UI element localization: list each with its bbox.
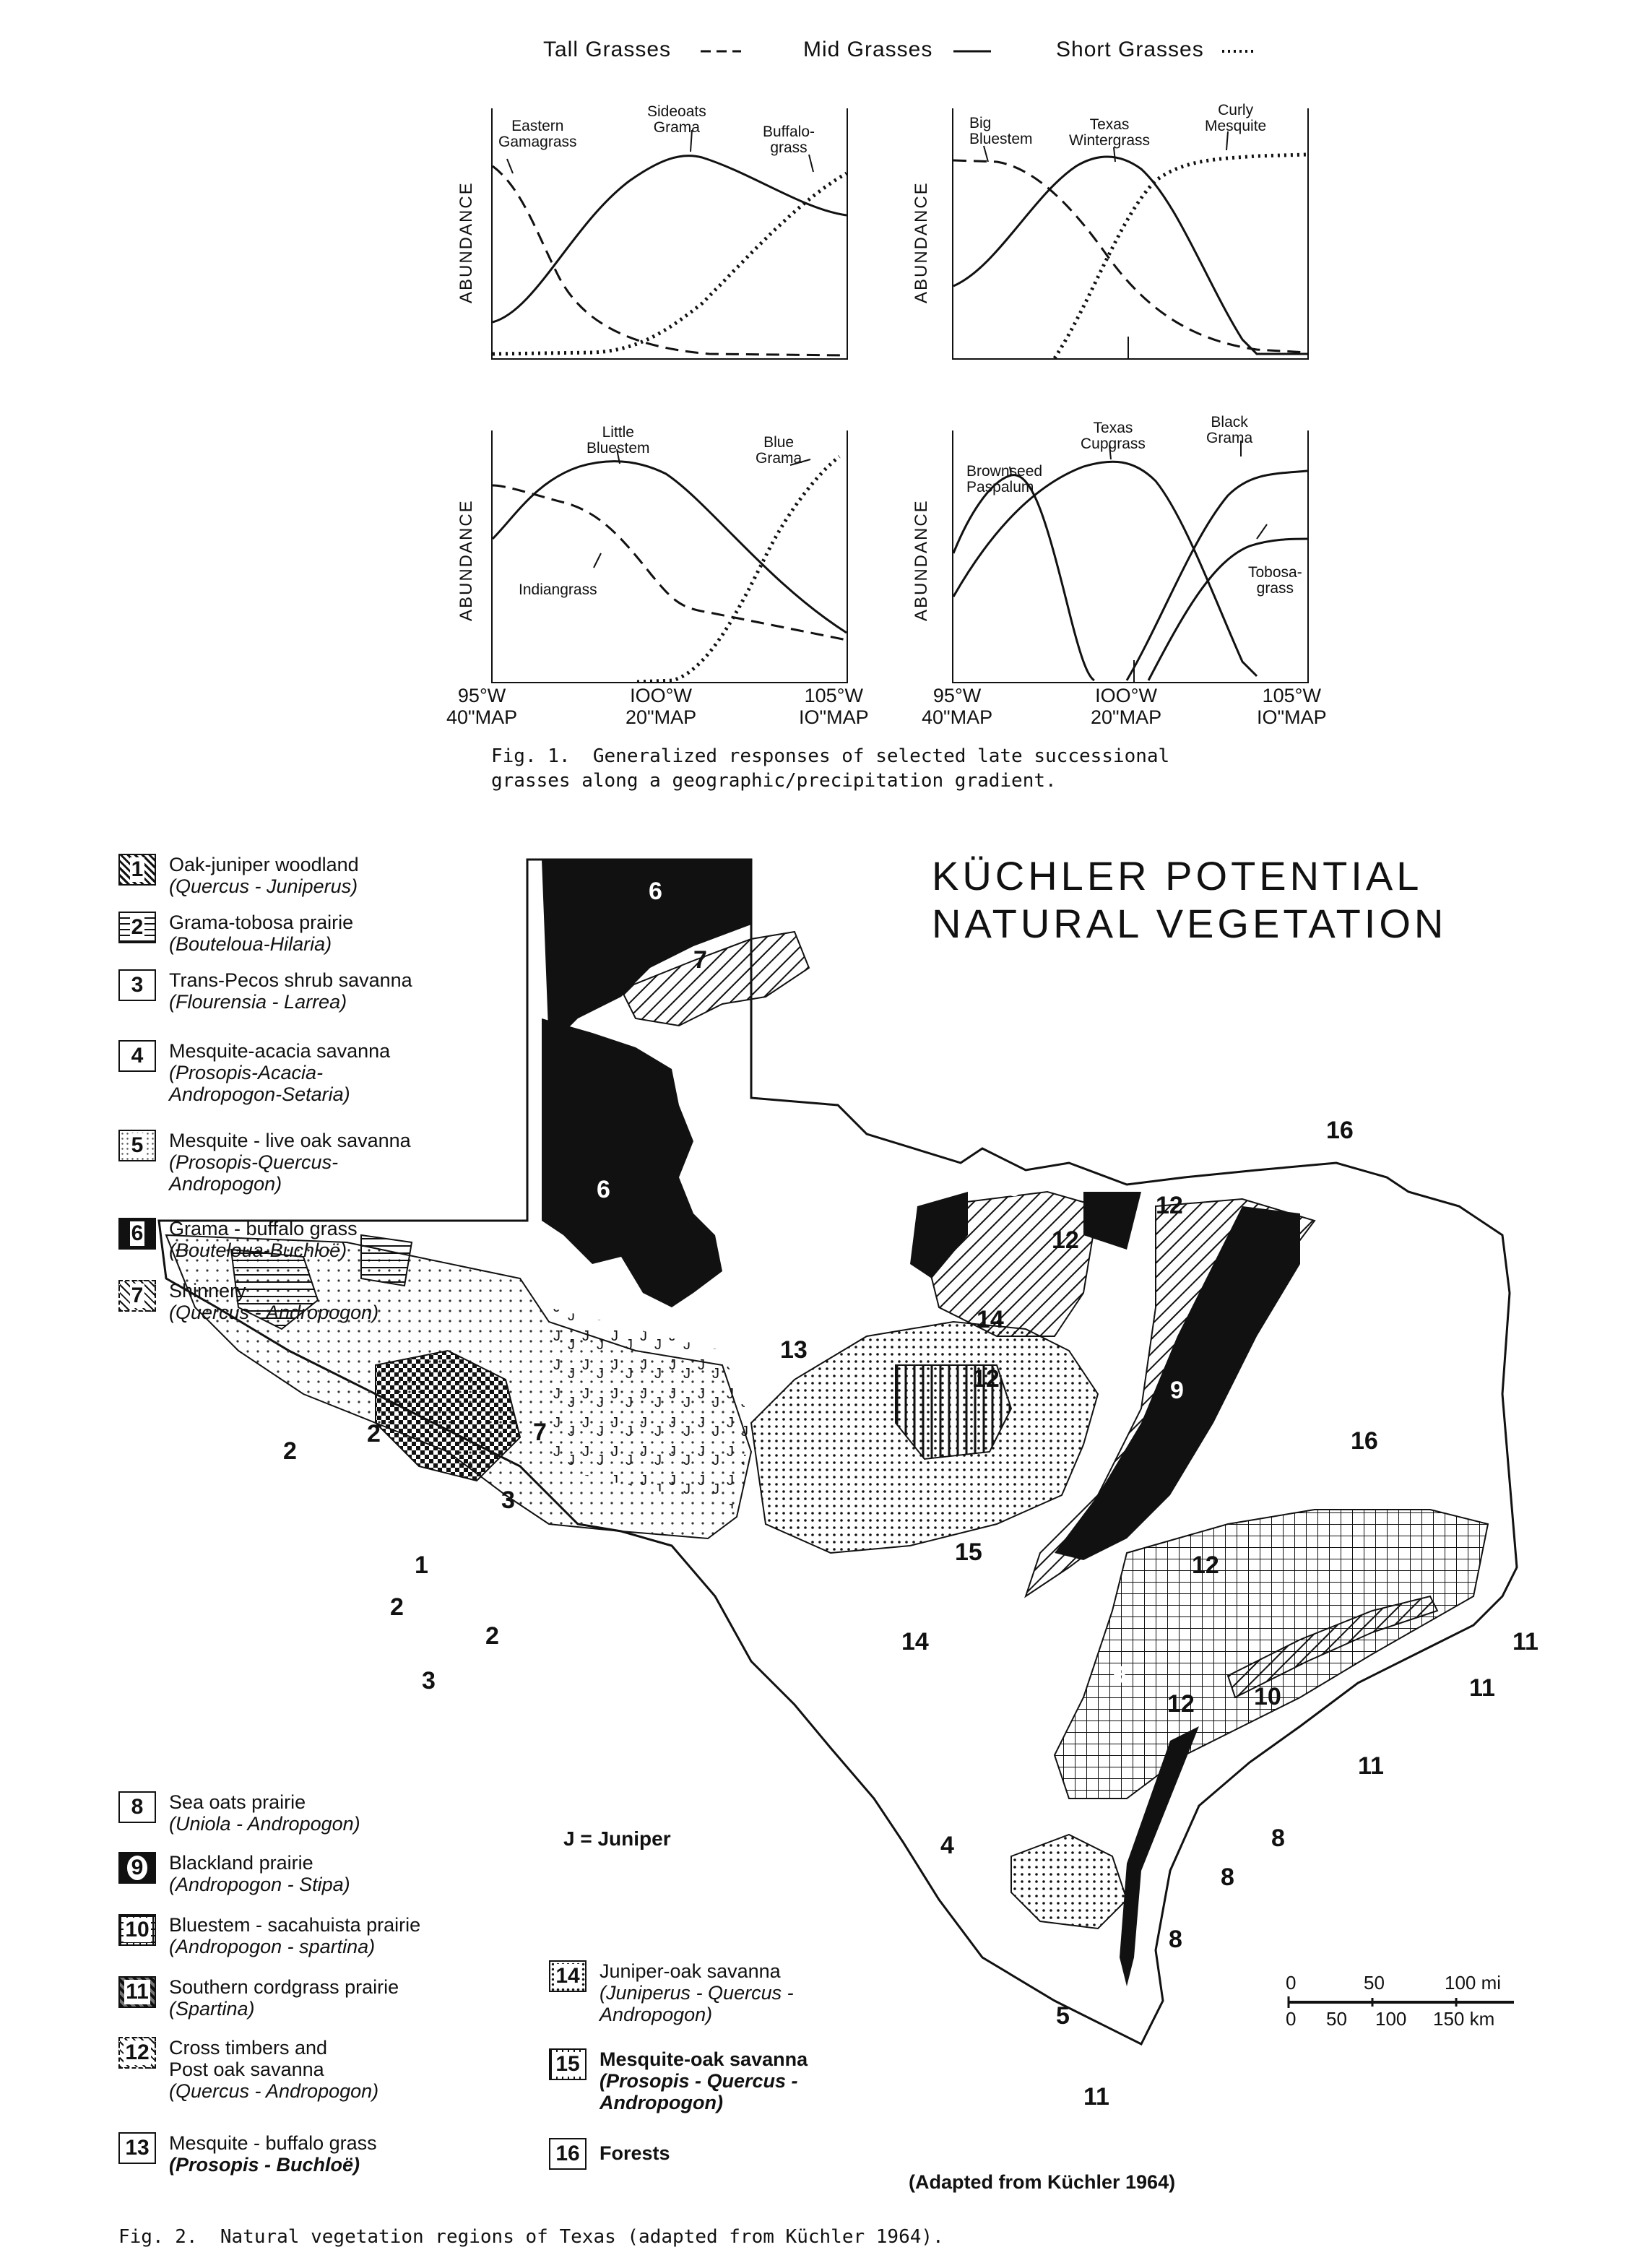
legend-item-15: 15 Mesquite-oak savanna (Prosopis - Quercus - Andropogon): [549, 2048, 808, 2113]
indiangrass-curve: [493, 485, 847, 640]
map-label-11c: 11: [1358, 1752, 1384, 1780]
legend-item-6: 6 Grama - buffalo grass (Bouteloua-Buchloë): [118, 1218, 358, 1261]
label-buffalograss: Buffalo- grass: [763, 124, 815, 156]
map-label-10: 10: [1254, 1683, 1281, 1710]
plot-panel-bottom-right: [952, 414, 1309, 683]
map-label-8b: 8: [1221, 1864, 1234, 1891]
legend-item-1: 1 Oak-juniper woodland (Quercus - Juniperus): [118, 854, 359, 897]
legend-item-5: 5 Mesquite - live oak savanna (Prosopis-Quercus- Andropogon): [118, 1130, 411, 1195]
legend-solid-line-icon: [952, 48, 992, 55]
scale-bar-graphic: [1286, 1996, 1517, 2008]
label-tobosagrass: Tobosa- grass: [1248, 564, 1302, 597]
map-label-9b: 9: [1098, 1248, 1112, 1276]
ylabel-top-left: ABUNDANCE: [456, 181, 476, 303]
fig1-legend: [0, 38, 1636, 66]
map-label-7: 7: [693, 946, 707, 974]
legend-swatch-15: 15: [549, 2048, 587, 2080]
map-label-13: 13: [780, 1336, 808, 1364]
map-label-16a: 16: [1326, 1117, 1354, 1144]
map-label-2a: 2: [283, 1437, 297, 1465]
legend-swatch-6: 6: [118, 1218, 156, 1250]
map-label-12e: 12: [1167, 1690, 1195, 1718]
map-label-2c: 2: [390, 1593, 404, 1621]
map-label-11d: 11: [1083, 2083, 1109, 2111]
plot-panel-bottom-left: [491, 424, 848, 683]
xaxis-right-label-1: 105°W IO"MAP: [799, 685, 869, 728]
legend-swatch-1: 1: [118, 854, 156, 886]
map-label-6b: 6: [597, 1176, 610, 1203]
plot-curves: [493, 430, 847, 682]
legend-item-14: 14 Juniper-oak savanna (Juniperus - Quercus - Andropogon): [549, 1960, 794, 2025]
little-bluestem-curve: [493, 462, 847, 633]
map-label-3b: 3: [422, 1667, 436, 1694]
map-label-5: 5: [1056, 2002, 1070, 2030]
legend-tall-grasses: Tall Grasses: [543, 38, 672, 61]
legend-item-3: 3 Trans-Pecos shrub savanna (Flourensia - Larrea): [118, 969, 412, 1013]
label-little-bluestem: Little Bluestem: [587, 424, 650, 456]
blue-grama-curve: [637, 456, 839, 682]
label-sideoats-grama: Sideoats Grama: [647, 103, 706, 136]
map-label-12d: 12: [1192, 1551, 1219, 1579]
legend-swatch-14: 14: [549, 1960, 587, 1992]
juniper-note: J = Juniper: [563, 1827, 671, 1850]
map-label-8a: 8: [1271, 1825, 1285, 1852]
legend-item-13: 13 Mesquite - buffalo grass (Prosopis - Buchloë): [118, 2132, 377, 2176]
map-label-9a: 9: [1008, 1174, 1021, 1202]
label-indiangrass: Indiangrass: [519, 581, 597, 598]
map-label-9c: 9: [1170, 1377, 1184, 1404]
ylabel-bottom-left: ABUNDANCE: [456, 499, 476, 621]
label-texas-cupgrass: Texas Cupgrass: [1081, 420, 1146, 452]
xaxis-mid-label-1: IOO°W 20"MAP: [626, 685, 697, 728]
map-label-4: 4: [940, 1832, 954, 1859]
texas-wintergrass-curve: [953, 157, 1307, 354]
map-label-7b: 7: [533, 1419, 547, 1446]
map-label-2d: 2: [485, 1622, 499, 1650]
map-label-2b: 2: [367, 1420, 381, 1447]
curly-mesquite-curve: [1055, 155, 1307, 358]
big-bluestem-curve: [953, 160, 1307, 352]
legend-item-16: 16 Forests: [549, 2138, 670, 2170]
legend-item-8: 8 Sea oats prairie (Uniola - Andropogon): [118, 1791, 360, 1835]
legend-swatch-9: 9: [118, 1852, 156, 1884]
label-eastern-gamagrass: Eastern Gamagrass: [498, 118, 577, 150]
map-label-9d: 9: [1112, 1661, 1126, 1689]
ylabel-bottom-right: ABUNDANCE: [912, 499, 931, 621]
label-texas-wintergrass: Texas Wintergrass: [1069, 116, 1151, 149]
legend-mid-grasses: Mid Grasses: [803, 38, 933, 61]
map-label-11b: 11: [1469, 1674, 1495, 1702]
xaxis-mid-label-2: IOO°W 20"MAP: [1091, 685, 1162, 728]
label-black-grama: Black Grama: [1206, 414, 1253, 446]
xaxis-right-label-2: 105°W IO"MAP: [1257, 685, 1327, 728]
map-label-12b: 12: [972, 1365, 1000, 1393]
map-label-8c: 8: [1169, 1926, 1182, 1953]
legend-item-10: 10 Bluestem - sacahuista prairie (Andropogon - spartina): [118, 1914, 420, 1957]
legend-swatch-13: 13: [118, 2132, 156, 2164]
legend-swatch-8: 8: [118, 1791, 156, 1823]
legend-swatch-12: 12: [118, 2037, 156, 2069]
legend-short-grasses: Short Grasses: [1056, 38, 1204, 61]
legend-dotted-line-icon: [1221, 48, 1257, 55]
map-label-14b: 14: [901, 1628, 929, 1655]
map-label-6a: 6: [649, 878, 662, 905]
buffalograss-curve: [493, 173, 847, 354]
plot-panel-top-right: [952, 102, 1309, 360]
map-label-14a: 14: [977, 1306, 1004, 1333]
tobosagrass-curve: [1148, 539, 1307, 680]
xaxis-left-label-1: 95°W 40"MAP: [446, 685, 518, 728]
label-curly-mesquite: Curly Mesquite: [1205, 102, 1267, 134]
legend-item-7: 7 Shinnery (Quercus - Andropogon): [118, 1280, 378, 1323]
legend-item-12: 12 Cross timbers and Post oak savanna (Quercus - Andropogon): [118, 2037, 378, 2102]
legend-swatch-4: 4: [118, 1040, 156, 1072]
region-2-patch-b: [361, 1235, 412, 1286]
legend-swatch-7: 7: [118, 1280, 156, 1312]
ylabel-top-right: ABUNDANCE: [912, 181, 931, 303]
map-title: KÜCHLER POTENTIAL NATURAL VEGETATION: [932, 853, 1447, 946]
map-label-16b: 16: [1351, 1427, 1378, 1455]
fig2-caption: Fig. 2. Natural vegetation regions of Texas (adapted from Küchler 1964).: [118, 2226, 944, 2248]
legend-item-11: 11 Southern cordgrass prairie (Spartina): [118, 1976, 399, 2020]
plot-panel-top-left: [491, 103, 848, 360]
legend-swatch-3: 3: [118, 969, 156, 1001]
legend-swatch-11: 11: [118, 1976, 156, 2008]
legend-dashed-line-icon: [699, 48, 743, 55]
legend-swatch-5: 5: [118, 1130, 156, 1161]
legend-item-4: 4 Mesquite-acacia savanna (Prosopis-Acacia- Andropogon-Setaria): [118, 1040, 390, 1105]
label-brownseed-paspalum: Brownseed Paspalum: [966, 463, 1043, 495]
label-big-bluestem: Big Bluestem: [969, 115, 1033, 147]
legend-swatch-16: 16: [549, 2138, 587, 2170]
map-label-1: 1: [415, 1551, 428, 1579]
legend-item-2: 2 Grama-tobosa prairie (Bouteloua-Hilaria): [118, 912, 353, 955]
sideoats-grama-curve: [493, 156, 847, 322]
source-note: (Adapted from Küchler 1964): [909, 2171, 1176, 2193]
label-blue-grama: Blue Grama: [756, 434, 802, 467]
map-label-15: 15: [955, 1538, 982, 1566]
map-scale-bar: 0 50 100 mi 0 50 100 150 km: [1286, 1972, 1524, 2030]
fig1-caption: Fig. 1. Generalized responses of selected late successional grasses along a geographic/precipitation gradient.: [491, 745, 1170, 792]
legend-swatch-2: 2: [118, 912, 156, 943]
map-label-12a: 12: [1052, 1226, 1079, 1254]
map-label-3a: 3: [501, 1486, 515, 1514]
legend-swatch-10: 10: [118, 1914, 156, 1946]
xaxis-left-label-2: 95°W 40"MAP: [922, 685, 993, 728]
map-label-12c: 12: [1156, 1192, 1183, 1219]
legend-item-9: 9 Blackland prairie (Andropogon - Stipa): [118, 1852, 350, 1895]
map-label-11a: 11: [1512, 1628, 1538, 1655]
